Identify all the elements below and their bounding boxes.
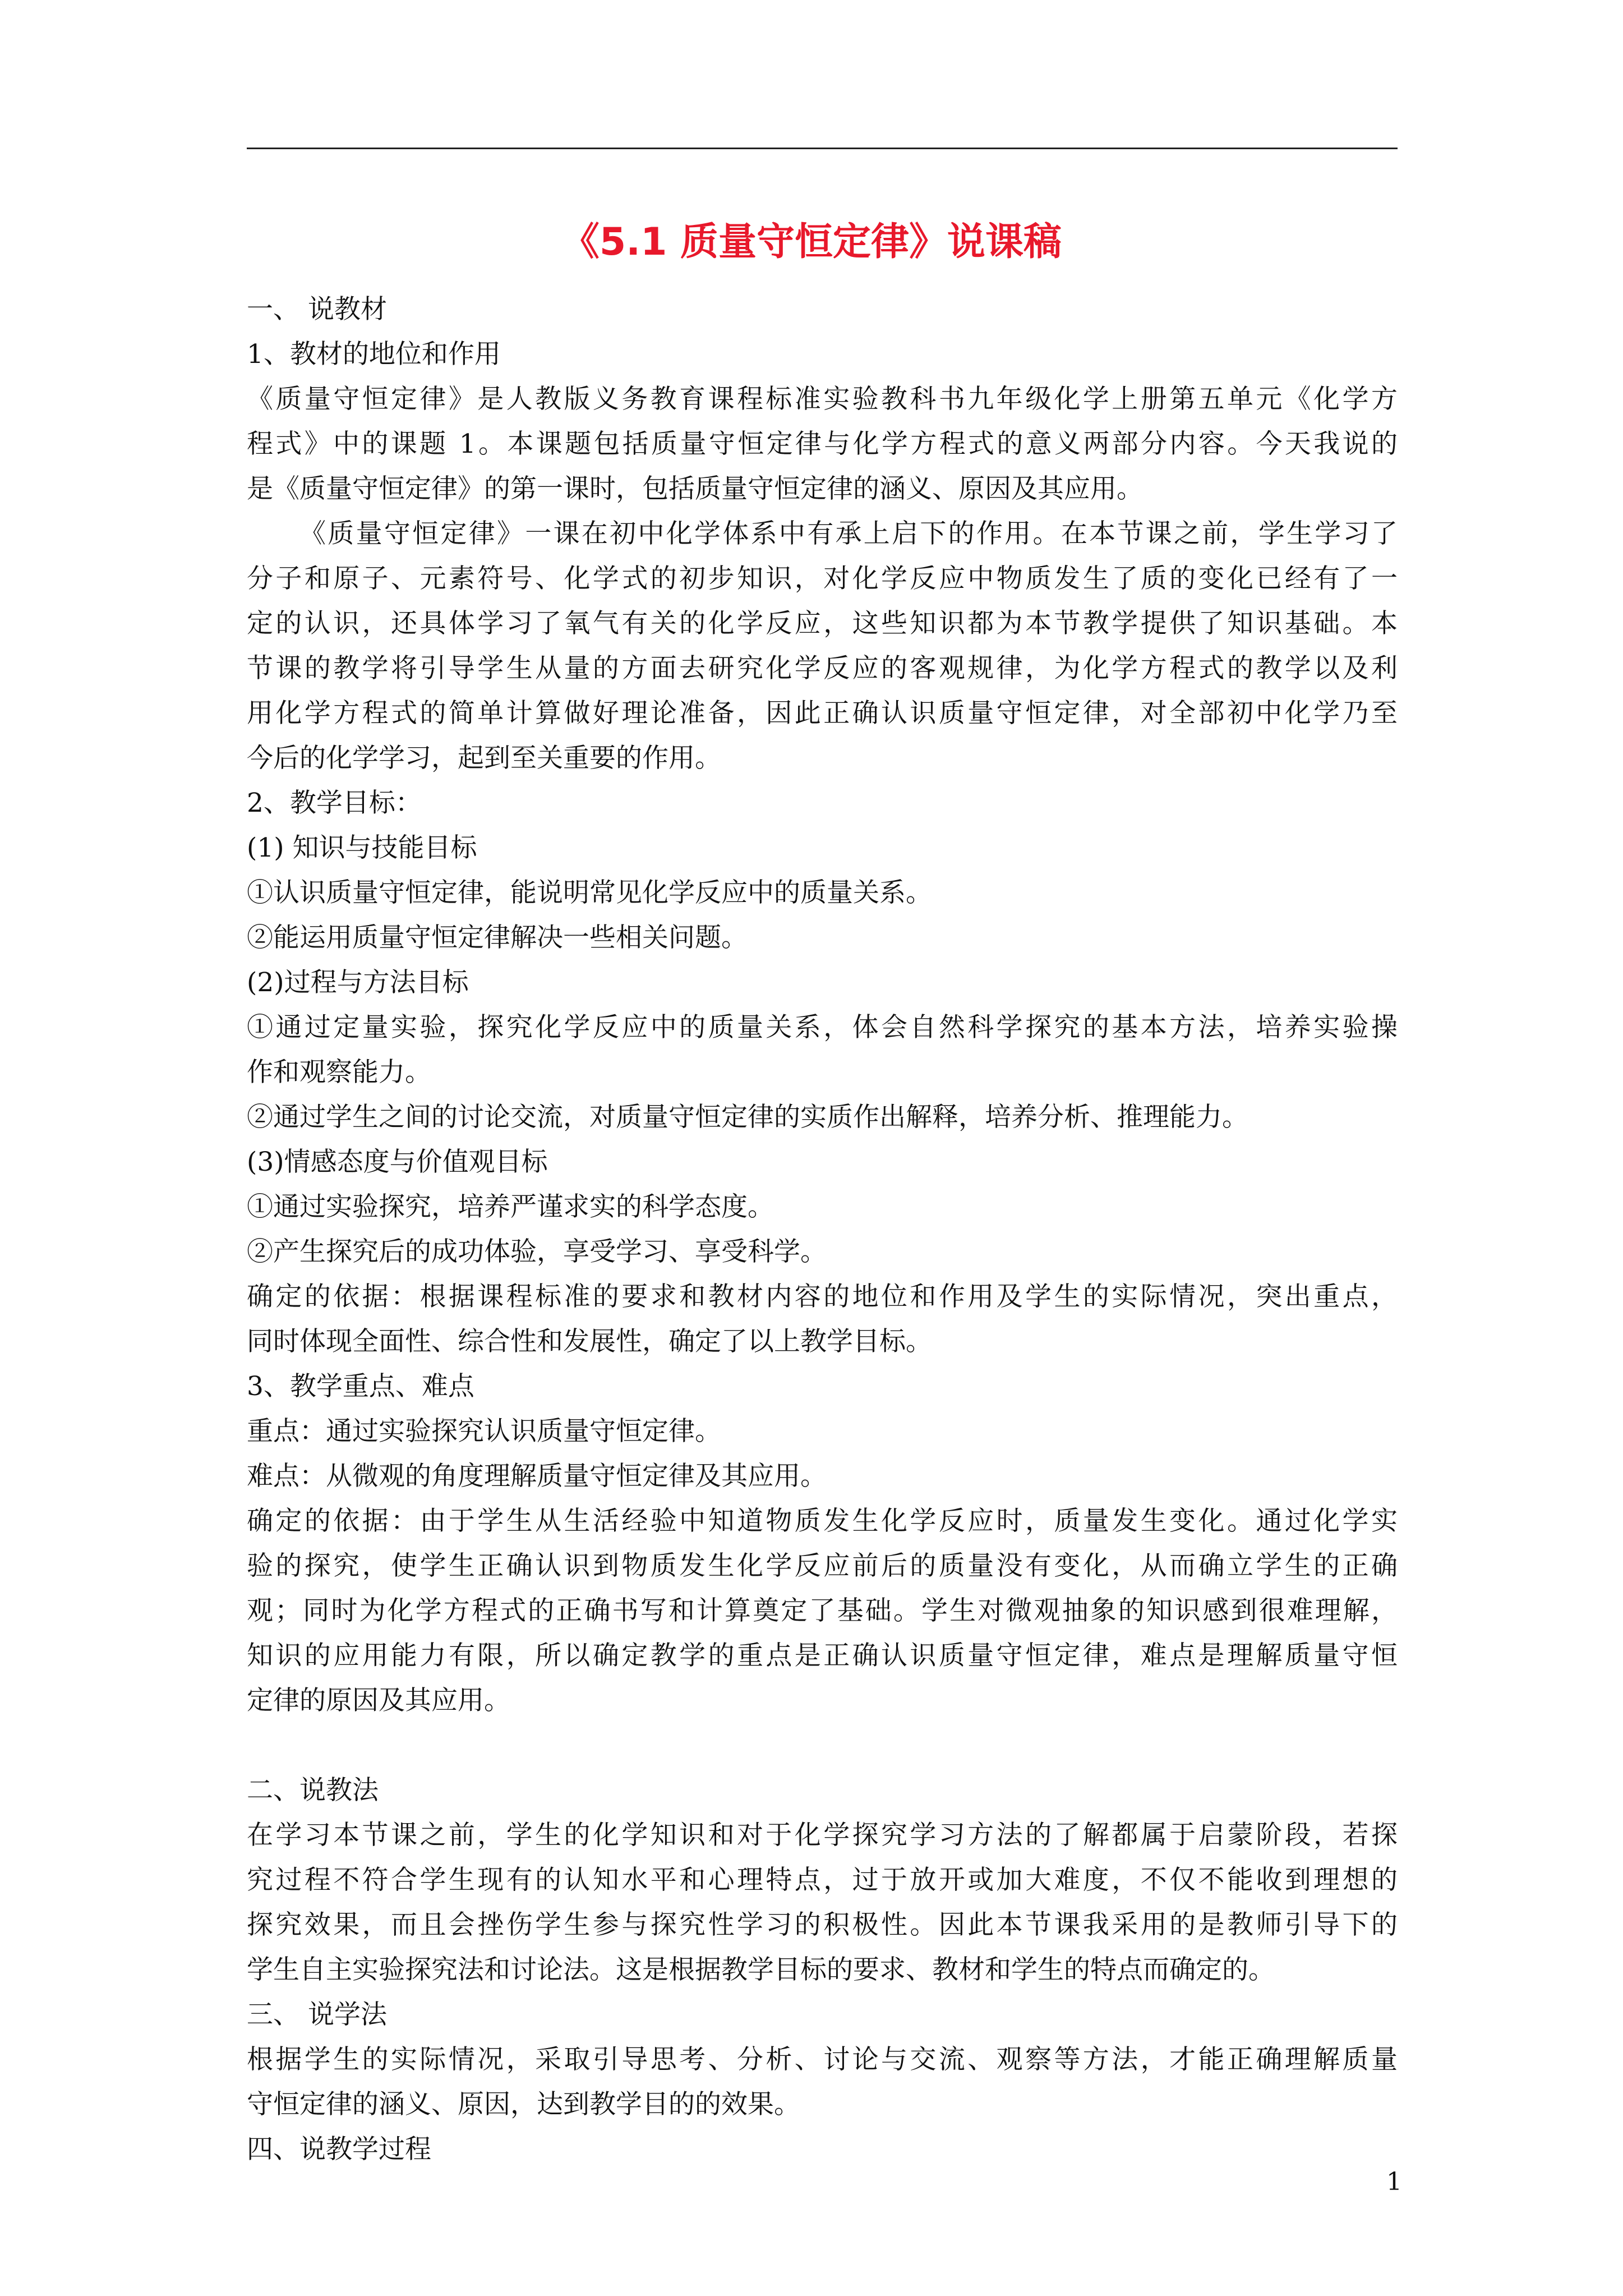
paragraph-line: 同时体现全面性、综合性和发展性，确定了以上教学目标。 [247, 1326, 932, 1357]
goal-item: ②通过学生之间的讨论交流，对质量守恒定律的实质作出解释，培养分析、推理能力。 [247, 1102, 1248, 1133]
paragraph-line: 《质量守恒定律》一课在初中化学体系中有承上启下的作用。在本节课之前，学生学习了 [299, 518, 1398, 549]
section-heading-textbook: 一、 说教材 [247, 294, 387, 325]
paragraph-line: 探究效果，而且会挫伤学生参与探究性学习的积极性。因此本节课我采用的是教师引导下的 [247, 1910, 1398, 1940]
paragraph-line: 分子和原子、元素符号、化学式的初步知识，对化学反应中物质发生了质的变化已经有了一 [247, 563, 1398, 594]
paragraph-line: 在学习本节课之前，学生的化学知识和对于化学探究学习方法的了解都属于启蒙阶段，若探 [247, 1820, 1398, 1851]
paragraph-line: 节课的教学将引导学生从量的方面去研究化学反应的客观规律，为化学方程式的教学以及利 [247, 653, 1398, 684]
goal-heading-knowledge: (1) 知识与技能目标 [247, 832, 477, 863]
paragraph-line: 用化学方程式的简单计算做好理论准备，因此正确认识质量守恒定律，对全部初中化学乃至 [247, 698, 1398, 729]
paragraph-line: 今后的化学学习，起到至关重要的作用。 [247, 743, 721, 774]
paragraph-line: 确定的依据：根据课程标准的要求和教材内容的地位和作用及学生的实际情况，突出重点， [247, 1281, 1398, 1312]
section-heading-teaching-method: 二、说教法 [247, 1775, 379, 1806]
section-heading-teaching-process: 四、说教学过程 [247, 2134, 431, 2165]
paragraph-gap [247, 1723, 1398, 1768]
subheading-teaching-goals: 2、教学目标： [247, 788, 422, 818]
paragraph-line: 定的认识，还具体学习了氧气有关的化学反应，这些知识都为本节教学提供了知识基础。本 [247, 608, 1398, 639]
goal-item: ②产生探究后的成功体验，享受学习、享受科学。 [247, 1236, 827, 1267]
paragraph-line: 确定的依据：由于学生从生活经验中知道物质发生化学反应时，质量发生变化。通过化学实 [247, 1506, 1398, 1536]
goal-item: ②能运用质量守恒定律解决一些相关问题。 [247, 922, 748, 953]
paragraph-line: 是《质量守恒定律》的第一课时，包括质量守恒定律的涵义、原因及其应用。 [247, 473, 1143, 504]
document-body [247, 287, 1398, 2172]
paragraph-line: 定律的原因及其应用。 [247, 1685, 510, 1716]
goal-item: ①通过实验探究，培养严谨求实的科学态度。 [247, 1191, 774, 1222]
key-point-line: 重点：通过实验探究认识质量守恒定律。 [247, 1416, 721, 1447]
paragraph-line: 《质量守恒定律》是人教版义务教育课程标准实验教科书九年级化学上册第五单元《化学方 [247, 384, 1398, 415]
goal-item: ①认识质量守恒定律，能说明常见化学反应中的质量关系。 [247, 877, 932, 908]
paragraph-line: 学生自主实验探究法和讨论法。这是根据教学目标的要求、教材和学生的特点而确定的。 [247, 1954, 1275, 1985]
section-heading-learning-method: 三、 说学法 [247, 1999, 387, 2030]
paragraph-line: 根据学生的实际情况，采取引导思考、分析、讨论与交流、观察等方法，才能正确理解质量 [247, 2044, 1398, 2075]
paragraph-line: 守恒定律的涵义、原因，达到教学目的的效果。 [247, 2089, 800, 2120]
subheading-key-points: 3、教学重点、难点 [247, 1371, 474, 1402]
goal-heading-process: (2)过程与方法目标 [247, 967, 469, 998]
header-rule [247, 148, 1398, 149]
paragraph-line: 究过程不符合学生现有的认知水平和心理特点，过于放开或加大难度，不仅不能收到理想的 [247, 1865, 1398, 1895]
paragraph-line: 观；同时为化学方程式的正确书写和计算奠定了基础。学生对微观抽象的知识感到很难理解， [247, 1595, 1398, 1626]
page-number: 1 [1386, 2168, 1402, 2196]
paragraph-line: 知识的应用能力有限，所以确定教学的重点是正确认识质量守恒定律，难点是理解质量守恒 [247, 1640, 1398, 1671]
goal-item: 作和观察能力。 [247, 1057, 431, 1088]
paragraph-line: 验的探究，使学生正确认识到物质发生化学反应前后的质量没有变化，从而确立学生的正确 [247, 1550, 1398, 1581]
document-title: 《5.1 质量守恒定律》说课稿 [561, 220, 1062, 264]
goal-item: ①通过定量实验，探究化学反应中的质量关系，体会自然科学探究的基本方法，培养实验操 [247, 1012, 1398, 1043]
difficult-point-line: 难点：从微观的角度理解质量守恒定律及其应用。 [247, 1461, 827, 1492]
paragraph-line: 程式》中的课题 1。本课题包括质量守恒定律与化学方程式的意义两部分内容。今天我说的 [247, 429, 1398, 459]
goal-heading-attitude: (3)情感态度与价值观目标 [247, 1147, 548, 1177]
subheading-status-and-role: 1、教材的地位和作用 [247, 339, 501, 370]
